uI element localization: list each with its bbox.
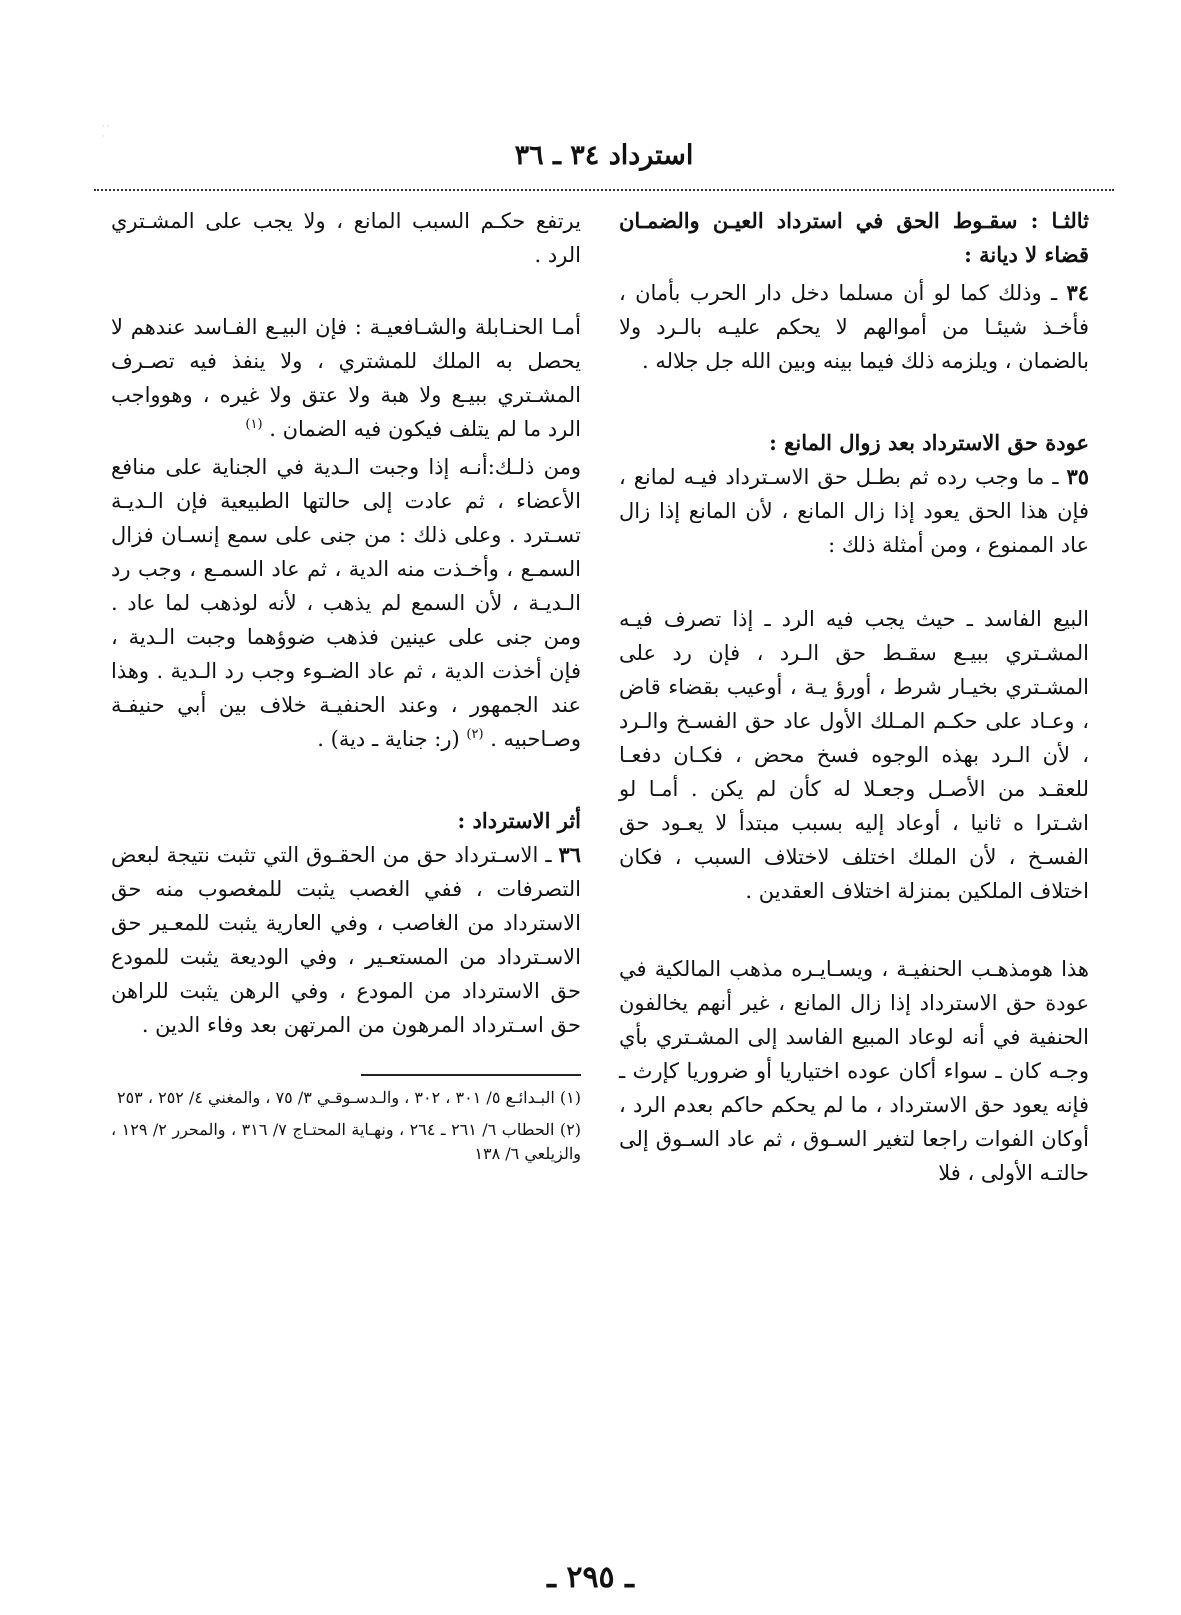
paragraph-hanabila	[111, 310, 581, 446]
page-number: ـ ٢٩٥ ـ	[547, 1560, 634, 1595]
footnote-2: (٢) الحطاب ٦/ ٢٦١ ـ ٢٦٤ ، ونهـاية المحتـاج ٧/ ٣١٦ ، والمحرر ٢/ ١٢٩ ، والزيلعي ٦/ ١٣٨	[111, 1120, 582, 1163]
scan-specks: · · ·	[102, 122, 110, 141]
right-column	[619, 204, 1089, 1222]
paragraph-number: ٣٥	[1066, 464, 1089, 489]
footnote-ref: (٢)	[466, 727, 484, 742]
footnote-ref: (١)	[245, 417, 263, 432]
continuation-text: يرتفع حكـم السبب المانع ، ولا يجب على المشـتري الرد .	[111, 209, 581, 267]
paragraph-text: ـ ما وجب رده ثم بطـل حق الاسـترداد فيـه لمانع ، فإن هذا الحق يعود إذا زال المانع ، لأن المانع إذا زال عاد الممنوع ، ومن أمثلة ذلك :	[619, 465, 1089, 557]
paragraph-text: (ر: جناية ـ دية) .	[317, 727, 467, 751]
paragraph-example	[111, 450, 581, 756]
paragraph-34	[619, 276, 1089, 378]
athar-heading: أثر الاسترداد :	[457, 808, 581, 833]
paragraph-hanafi: هذا هومذهـب الحنفيـة ، ويسـايـره مذهب المالكية في عودة حق الاسترداد إذا زال المانع ، غير أنهم يخالفون الحنفية في أنه لوعاد المبيع الفاسد إلى المشـتري بأي وجـه كان ـ سواء أكان عوده اختياريا أو ضروريا كإرث ـ فإنه يعود حق الاسترداد ، ما لم يحكم حاكم بعدم الرد ، أوكان الفوات راجعا لتغير السـوق ، ثم عاد السـوق إلى حالتـه الأولى ، فلا	[619, 957, 1089, 1185]
paragraph-number: ٣٦	[558, 842, 581, 867]
footnote-divider	[361, 1074, 581, 1076]
return-heading: عودة حق الاسترداد بعد زوال المانع :	[769, 430, 1089, 455]
paragraph-fasid: البيع الفاسد ـ حيث يجب فيه الرد ـ إذا تصرف فيـه المشـتري ببيـع سقـط حق الـرد ، فإن رد على المشـتري بخيـار شرط ، أورؤ يـة ، أوعيب بقضاء قاض ، وعـاد على حكـم المـلك الأول عاد حق الفسـخ والـرد ، لأن الـرد بهذه الوجوه فسخ محض ، فكـان دفعـا للعقـد من الأصـل وجعـلا له كأن لم يكن . أمـا لو اشـترا ه ثانيا ، أوعاد إليه بسبب مبتدأ لا يعـود حق الفسـخ ، لأن الملك اختلف لاختلاف السبب ، فكان اختلاف الملكين بمنزلة اختلاف العقدين .	[619, 607, 1089, 903]
paragraph-36	[111, 838, 581, 1042]
header-title: استرداد ٣٤ ـ ٣٦	[514, 140, 694, 171]
paragraph-text: ـ الاسـترداد حق من الحقـوق التي تثبت نتيجة لبعض التصرفات ، ففي الغصب يثبت للمغصوب منه حق الاسترداد من الغاصب ، وفي العارية يثبت للمعـير حق الاسـترداد من المستعـير ، وفي الوديعة يثبت للمودع حق الاسترداد من المودع ، وفي الرهن يثبت للراهن حق اسـترداد المرهون من المرتهن بعد وفاء الدين .	[111, 843, 581, 1037]
footnotes	[111, 1086, 581, 1166]
paragraph-text: أمـا الحنـابلة والشـافعيـة : فإن البيـع الفـاسد عندهم لا يحصل به الملك للمشتري ، ولا ينفذ فيه تصـرف المشـتري ببيـع ولا هبة ولا عتق ولا غيره ، وهوواجب الرد ما لم يتلف فيكون فيه الضمان .	[111, 315, 581, 441]
footnote-1: (١) البـدائـع ٥/ ٣٠١ ، ٣٠٢ ، والـدسـوقـي ٣/ ٧٥ ، والمغني ٤/ ٢٥٢ ، ٢٥٣	[116, 1088, 581, 1107]
paragraph-35	[619, 460, 1089, 562]
left-column	[111, 204, 581, 1174]
header-divider	[94, 189, 1114, 191]
paragraph-number: ٣٤	[1066, 280, 1089, 305]
section-heading-3: ثالثـا : سقـوط الحق في استرداد العيـن والضمـان قضاء لا ديانة :	[619, 208, 1089, 267]
page-header	[94, 140, 1114, 171]
paragraph-text: ومن ذلـك:أنـه إذا وجبت الـدية في الجناية على منافع الأعضاء ، ثم عادت إلى حالتها الطبيعية فإن الـديـة تسـترد . وعلى ذلك : من جنى على سمع إنسـان فزال السمـع ، وأخـذت منه الدية ، ثم عاد السمـع ، وجب رد الـديـة ، لأن السمع لم يذهب ، لأنه لوذهب لما عاد . ومن جنى على عينين فذهب ضوؤهما وجبت الـدية ، فإن أخذت الدية ، ثم عاد الضـوء وجب رد الـدية . وهذا عند الجمهور ، وعند الحنفيـة خلاف بين أبي حنيفـة وصـاحبيه .	[111, 455, 581, 751]
paragraph-text: ـ وذلك كما لو أن مسلما دخل دار الحرب بأمان ، فأخـذ شيئـا من أموالهم لا يحكم عليـه بالـرد ولا بالضمان ، ويلزمه ذلك فيما بينه وبين الله جل جلاله .	[619, 281, 1089, 373]
